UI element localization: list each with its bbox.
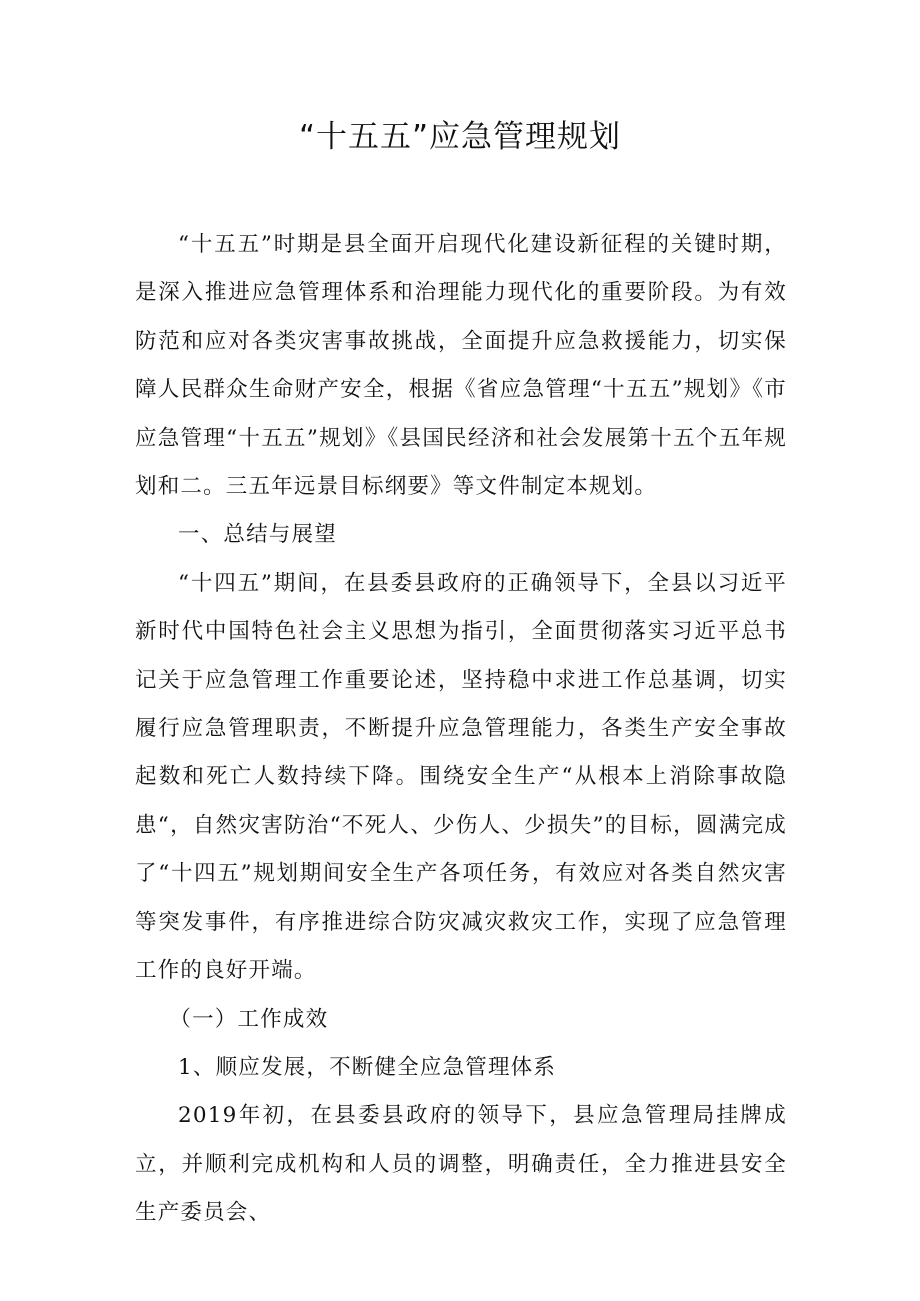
subsection-heading-achievements: （一）工作成效 bbox=[169, 1006, 329, 1032]
document-body bbox=[135, 221, 787, 1238]
review-paragraph: “十四五”期间，在县委县政府的正确领导下，全县以习近平新时代中国特色社会主义思想为指引，全面贯彻落实习近平总书记关于应急管理工作重要论述，坚持稳中求进工作总基调，切实履行应急管理职责，不断提升应急管理能力，各类生产安全事故起数和死亡人数持续下降。围绕安全生产“从根本上消除事故隐患“，自然灾害防治“不死人、少伤人、少损失”的目标，圆满完成了“十四五”规划期间安全生产各项任务，有效应对各类自然灾害等突发事件，有序推进综合防灾减灾救灾工作，实现了应急管理工作的良好开端。 bbox=[135, 570, 787, 984]
item-heading-system: 1、顺应发展，不断健全应急管理体系 bbox=[178, 1054, 557, 1080]
system-paragraph: 2019年初，在县委县政府的领导下，县应急管理局挂牌成立，并顺利完成机构和人员的调整，明确责任，全力推进县安全生产委员会、 bbox=[135, 1103, 787, 1226]
section-heading-summary: 一、总结与展望 bbox=[178, 522, 337, 548]
document-title: “十五五”应急管理规划 bbox=[298, 119, 622, 155]
intro-paragraph: “十五五”时期是县全面开启现代化建设新征程的关键时期，是深入推进应急管理体系和治理能力现代化的重要阶段。为有效防范和应对各类灾害事故挑战，全面提升应急救援能力，切实保障人民群众生命财产安全，根据《省应急管理“十五五”规划》《市应急管理“十五五”规划》《县国民经济和社会发展第十五个五年规划和二。三五年远景目标纲要》等文件制定本规划。 bbox=[135, 232, 787, 500]
